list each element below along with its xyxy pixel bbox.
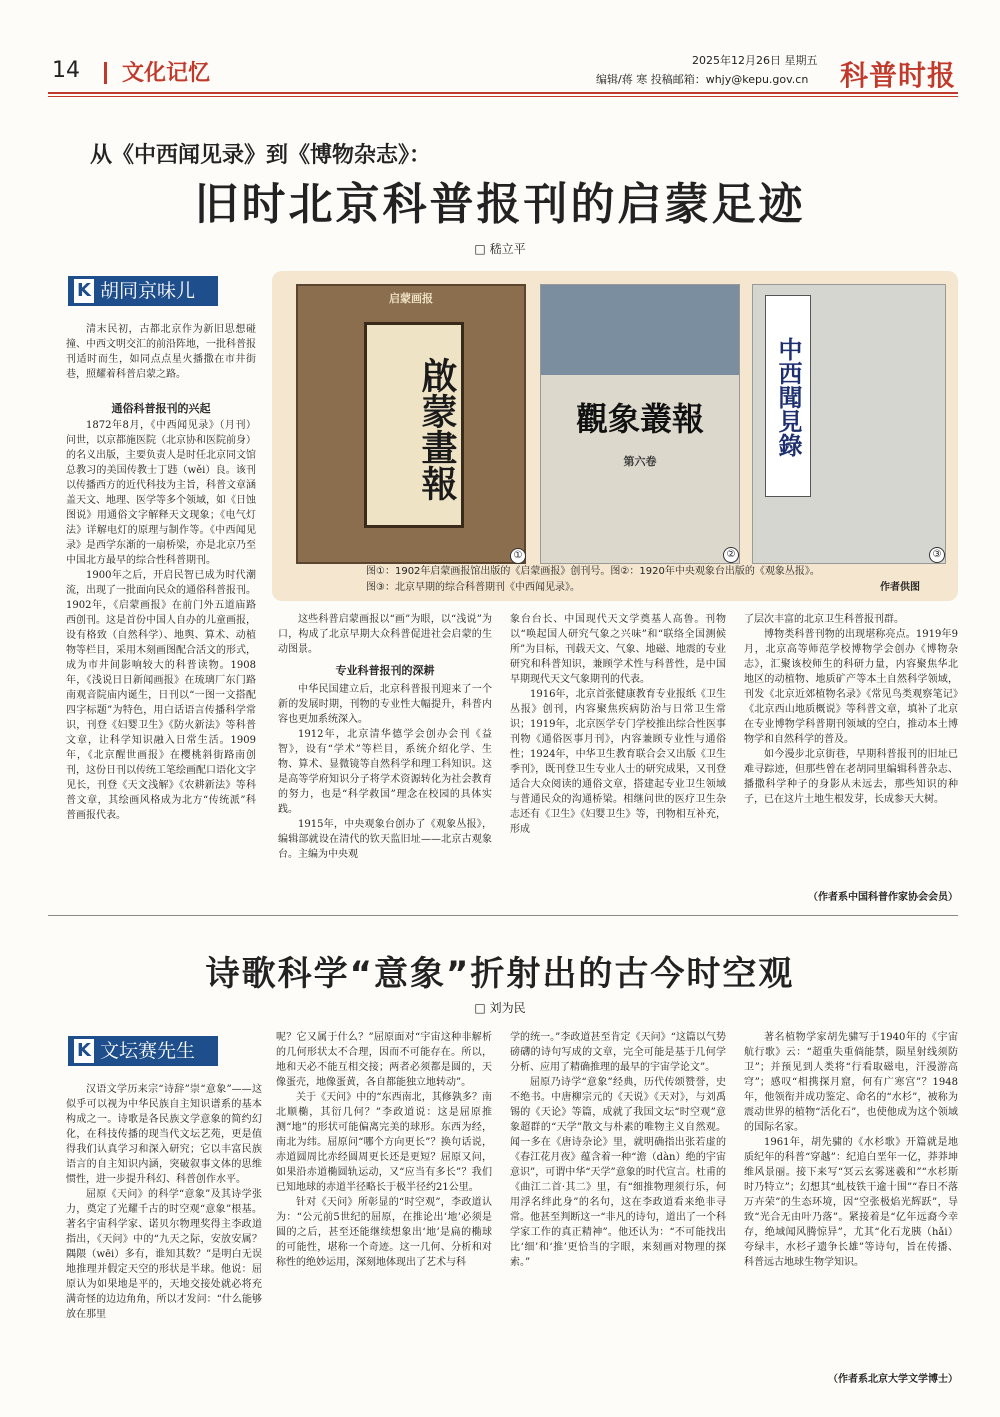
photo3-label <box>765 295 811 497</box>
article1-column-2 <box>278 612 492 908</box>
article-separator <box>48 915 958 916</box>
section-title: 文化记忆 <box>122 61 211 86</box>
photo-qimeng-huabao <box>296 284 526 564</box>
column-tag-label: 文坛赛先生 <box>100 1040 196 1062</box>
paragraph: 屈原乃诗学“意象”经典，历代传颂赞誉，史不绝书。中唐柳宗元的《天说》《天对》，与刘禹锡的《天论》等篇，成就了我国文坛“时空观”意象超群的“天学”散文与朴素的唯物主义自然观。闻一多在《唐诗杂论》里，就明确指出张若虚的《春江花月夜》蕴含着一种“澹（dàn）绝的宇宙意识”，可谓中华“天学”意象的时代宣言。杜甫的《曲江二首·其二》里，有“细推物理须行乐，何用浮名绊此身”的名句，这在李政道看来绝非寻常。他甚至判断这一“非凡的诗句，道出了一个科学家工作的真正精神”。他还认为：“不可能找出比‘细’和‘推’更恰当的字眼，来刻画对物理的探索。” <box>510 1077 726 1268</box>
article1-byline: □ 嵇立平 <box>474 242 526 256</box>
article2-column-4 <box>744 1030 958 1368</box>
photo2-illustration <box>541 285 739 375</box>
column-tag-label: 胡同京味儿 <box>100 280 196 302</box>
photo-guanxiang-congbao <box>540 284 740 564</box>
photo-zhongxi-wenjianlu <box>752 284 946 564</box>
paragraph: 1912年，北京清华德学会创办会刊《益智》，设有“学术”等栏目，系统介绍化学、生物、算术、显微镜等自然科学和理工科知识。这是高等学府知识分子将学术资源转化为社会教育的努力，也是“科学救国”理念在校园的具体实践。 <box>278 729 492 815</box>
k-logo-icon: K <box>74 279 94 303</box>
photo2-title-text: 觀象叢報 <box>575 400 704 438</box>
article2-byline: □ 刘为民 <box>474 1001 526 1015</box>
article2-author-note: （作者系北京大学文学博士） <box>828 1374 958 1385</box>
k-logo-icon: K <box>74 1039 94 1063</box>
paragraph: 中华民国建立后，北京科普报刊迎来了一个新的发展时期，刊物的专业性大幅提升，科普内容也更加系统深入。 <box>278 684 492 725</box>
article1-title: 旧时北京科普报刊的启蒙足迹 <box>194 179 806 230</box>
article1-lead <box>66 322 256 382</box>
paragraph: 著名植物学家胡先骕写于1940年的《宇宙航行歌》云：“超重失重倘能禁，陨星射线须防卫”；并预见到人类将“行看取磁电，汗漫游高穹”；感叹“相携探月窟，何有广寒宫”？1948年，他领衔并成功鉴定、命名的“水杉”，被称为震动世界的植物“活化石”，也使他成为这个领域的国际名家。 <box>744 1032 958 1133</box>
paragraph: 关于《天问》中的“东西南北，其修孰多？南北顺椭，其衍几何？”李政道说：这是屈原推测“地”的形状可能偏离完美的球形。东西为经，南北为纬。屈原问“哪个方向更长”？换句话说，赤道圆周比赤经圆周更长还是更短？屈原又问，如果沿赤道椭圆轨运动，又“应当有多长”？我们已知地球的赤道半径略长于极半径约21公里。 <box>276 1092 492 1193</box>
photo-number-1: ① <box>510 548 526 564</box>
subheading-popular: 通俗科普报刊的兴起 <box>111 402 211 415</box>
paragraph: 1900年之后，开启民智已成为时代潮流，出现了一批面向民众的通俗科普报刊。1902年，《启蒙画报》在前门外五道庙路西创刊。这是首份中国人自办的儿童画报，设有格致（自然科学）、地舆、算术、动植物等栏目，采用木刻画图配合活文的形式，成为市井间影响较大的科普读物。1908年，《浅说日日新闻画报》在琉璃厂东门路南观音院庙内诞生，日刊以“一图一文搭配四字标题”为特色，用白话语言传播科学常识，刊登《妇婴卫生》《防火新法》等科普文章，让科学知识融入日常生活。1909年，《北京醒世画报》在樱桃斜街路南创刊，这份日刊以传统工笔绘画配口语化文字见长，刊登《天文浅解》《农耕新法》等科普文章，其绘画风格成为北方“传统派”科普画报代表。 <box>66 570 256 821</box>
article2-column-2 <box>276 1030 492 1384</box>
article2-column-3 <box>510 1030 726 1384</box>
column-tag-hutong <box>68 276 218 306</box>
paragraph: 学的统一。”李政道甚至肯定《天问》“这篇以气势磅礴的诗句写成的文章，完全可能是基于几何学分析、应用了精确推理的最早的宇宙学论文”。 <box>510 1032 726 1073</box>
paragraph: 1916年，北京首张健康教育专业报纸《卫生丛报》创刊，内容聚焦疾病防治与日常卫生常识；1919年，北京医学专门学校推出综合性医事刊物《通俗医事月刊》，内容兼顾专业性与通俗性；1924年，中华卫生教育联合会又出版《卫生季刊》，既刊登卫生专业人士的研究成果，又刊登适合大众阅读的通俗文章，搭建起专业卫生领域与普通民众的沟通桥梁。相继问世的医疗卫生杂志还有《卫生》《妇婴卫生》等，刊物相互补充，形成 <box>510 689 726 835</box>
article1-column-1 <box>66 418 256 906</box>
article1-column-3 <box>510 612 726 908</box>
photo-number-3: ③ <box>929 547 945 563</box>
editor-info: 编辑/蒋 寒 投稿邮箱：whjy@kepu.gov.cn <box>596 73 809 86</box>
photo-caption-1: 图①：1902年启蒙画报馆出版的《启蒙画报》创刊号。图②：1920年中央观象台出版的《观象丛报》。 <box>366 566 820 577</box>
header-divider <box>104 62 107 84</box>
article1-column-4 <box>744 612 958 892</box>
photo1-title-text: 啟蒙畫報 <box>416 357 458 501</box>
header-rule <box>48 92 958 94</box>
paragraph: 呢？它又属于什么？”屈原面对“宇宙这种非解析的几何形状太不合理，因而不可能存在。所以，地和天必不能互相交接；两者必须都是圆的，天像蛋壳，地像蛋黄，各自都能独立地转动”。 <box>276 1032 492 1088</box>
paragraph: 了层次丰富的北京卫生科普报刊群。 <box>744 614 904 625</box>
paragraph: 1872年8月，《中西闻见录》（月刊）问世，以京都施医院（北京协和医院前身）的名义出版，主要负责人是时任北京同文馆总教习的美国传教士丁韪（wěi）良。该刊以传播西方的近代科技为主旨，科普文章涵盖天文、地理、医学等多个领域，如《日蚀图说》用通俗文字解释天文现象；《电气灯法》详解电灯的原理与制作等。《中西闻见录》是西学东渐的一扇桥梁，亦是北京乃至中国北方最早的综合性科普期刊。 <box>66 420 256 566</box>
paragraph: 屈原《天问》的科学“意象”及其诗学张力，奠定了光耀千古的时空观“意象”根基。著名宇宙科学家、诺贝尔物理奖得主李政道指出，《天问》中的“九天之际，安放安属？隅隈（wēi）多有，谁知其数？”是明白无误地推理并假定天空的形状是半球。他说：屈原认为如果地是平的，天地交接处就必将充满奇怪的边边角角，所以才发问：“什么能够放在那里 <box>66 1189 262 1320</box>
photo2-volume-text: 第六卷 <box>623 455 657 468</box>
issue-date: 2025年12月26日 星期五 <box>692 54 818 67</box>
lead-paragraph: 清末民初，古都北京作为新旧思想碰撞、中西文明交汇的前沿阵地，一批科普报刊适时而生，如同点点星火播撒在市井街巷，照耀着科普启蒙之路。 <box>66 324 256 380</box>
photo-credit: 作者供图 <box>880 582 920 593</box>
photo3-title-text: 中西聞見錄 <box>774 337 803 457</box>
page-number: 14 <box>52 58 80 83</box>
article2-column-1 <box>66 1082 262 1382</box>
photo-number-2: ② <box>723 547 739 563</box>
article2-title: 诗歌科学“意象”折射出的古今时空观 <box>205 954 795 994</box>
paragraph: 针对《天问》所彰显的“时空观”，李政道认为：“公元前5世纪的屈原，在推论出‘地’必须是圆的之后，甚至还能继续想象出‘地’是扁的椭球的可能性，堪称一个奇迹。这一几何、分析和对称性的绝妙运用，深刻地体现出了艺术与科 <box>276 1197 492 1268</box>
header-rule-thin <box>48 96 958 97</box>
subheading-professional: 专业科普报刊的深耕 <box>335 664 435 677</box>
paragraph: 1961年，胡先骕的《水杉歌》开篇就是地质纪年的科普“穿越”：纪追白垩年一亿，莽莽坤维风景丽。接下来写“冥云玄雾迷羲和”“水杉斯时乃特立”；幻想其“虬枝铁干逾十围”“春日不落万卉荣”的生态环境，因“空张极焰光辉跃”，导致“光合无由叶乃落”。紧接着是“亿年远裔今幸存，绝域闻风腾惊异”，尤其“化石龙胰（hǎi）夸绿丰，水杉孑遗争长雄”等诗句，旨在传播、科普远古地球生物学知识。 <box>744 1137 958 1268</box>
photo1-cover <box>364 322 464 528</box>
paragraph: 博物类科普刊物的出现堪称亮点。1919年9月，北京高等师范学校博物学会创办《博物杂志》，汇聚该校师生的科研力量，内容聚焦华北地区的动植物、地质矿产等本土自然科学领域，刊发《北京近郊植物名录》《常见鸟类观察笔记》《北京西山地质概说》等科普文章，填补了北京在专业博物学科普期刊领域的空白，推动本土博物学和自然科学的普及。 <box>744 629 958 745</box>
newspaper-logo: 科普时报 <box>840 59 957 92</box>
photo1-top-text: 启蒙画报 <box>389 292 433 305</box>
photo-caption-2: 图③：北京早期的综合科普期刊《中西闻见录》。 <box>366 582 580 593</box>
article1-kicker: 从《中西闻见录》到《博物杂志》： <box>90 142 432 168</box>
paragraph: 象台台长、中国现代天文学奠基人高鲁。刊物以“唤起国人研究气象之兴味”和“联络全国测候所”为目标，刊载天文、气象、地磁、地震的专业研究和科普知识，兼顾学术性与科普性，是中国早期现代天文气象期刊的代表。 <box>510 614 726 685</box>
column-tag-wentan <box>68 1036 218 1066</box>
paragraph: 如今漫步北京街巷，早期科普报刊的旧址已难寻踪迹，但那些曾在老胡同里编辑科普杂志、播撒科学种子的身影从未远去，那些知识的种子，已在这片土地生根发芽，长成参天大树。 <box>744 749 958 805</box>
paragraph: 1915年，中央观象台创办了《观象丛报》，编辑部就设在清代的钦天监旧址——北京古观象台。主编为中央观 <box>278 819 492 860</box>
article1-author-note: （作者系中国科普作家协会会员） <box>808 892 958 903</box>
paragraph: 汉语文学历来宗“诗辞”崇“意象”——这似乎可以视为中华民族自主知识谱系的基本构成之一。诗歌是各民族文学意象的简约幻化，在科技传播的现当代文坛艺苑，更是值得我们认真学习和深入研究；它以丰富民族语言的自主知识内涵，突破叙事文体的思维惯性，进一步提升科幻、科普创作水平。 <box>66 1084 262 1185</box>
paragraph: 这些科普启蒙画报以“画”为眼，以“浅说”为口，构成了北京早期大众科普促进社会启蒙的生动图景。 <box>278 614 492 655</box>
